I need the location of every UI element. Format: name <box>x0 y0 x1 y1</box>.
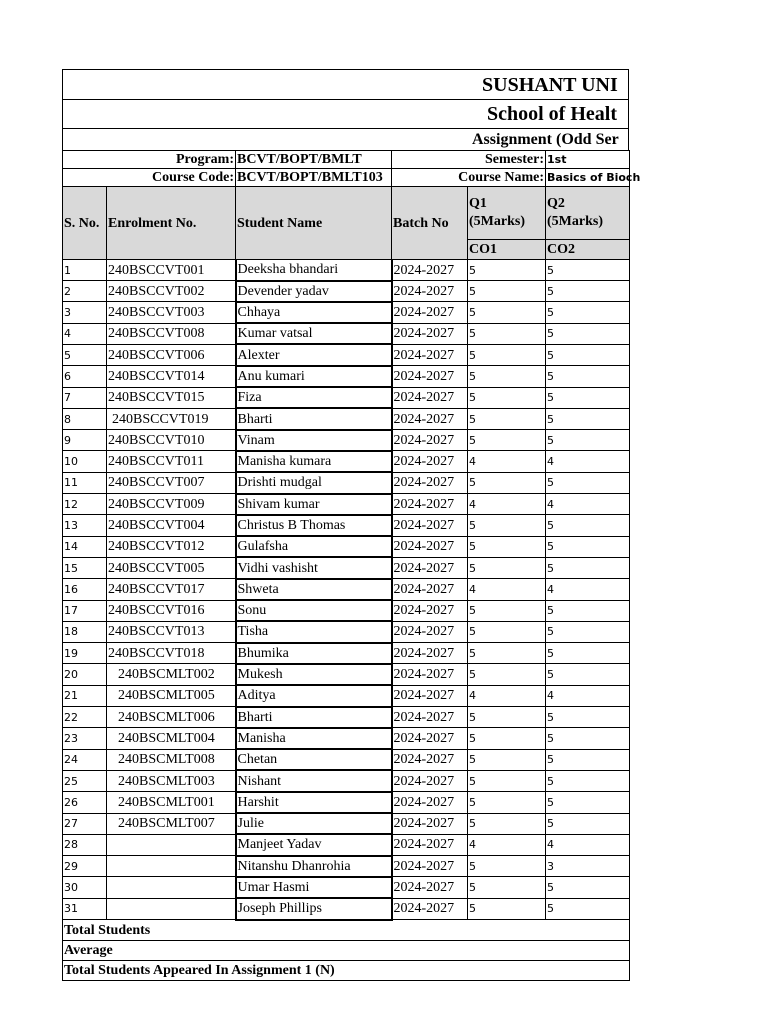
row-q1: 4 <box>468 834 546 855</box>
info-row-program <box>63 151 630 169</box>
row-q1: 5 <box>468 515 546 536</box>
row-batch: 2024-2027 <box>392 749 468 770</box>
row-student-name: Deeksha bhandari <box>236 260 392 281</box>
program-value: BCVT/BOPT/BMLT <box>236 151 392 169</box>
row-enrolment: 240BSCCVT012 <box>107 536 236 557</box>
footer-row-average <box>63 940 630 960</box>
row-batch: 2024-2027 <box>392 515 468 536</box>
row-student-name: Joseph Phillips <box>236 898 392 919</box>
table-row <box>63 260 630 281</box>
row-q1: 5 <box>468 260 546 281</box>
table-row <box>63 323 630 344</box>
row-q2: 5 <box>546 728 630 749</box>
table-row <box>63 451 630 472</box>
row-q2: 4 <box>546 834 630 855</box>
row-batch: 2024-2027 <box>392 685 468 706</box>
row-q2: 5 <box>546 707 630 728</box>
row-student-name: Shivam kumar <box>236 494 392 515</box>
table-row <box>63 600 630 621</box>
row-batch: 2024-2027 <box>392 281 468 302</box>
row-sno: 7 <box>63 387 107 408</box>
row-q2: 5 <box>546 281 630 302</box>
col-co2: CO2 <box>546 240 630 260</box>
row-q2: 4 <box>546 451 630 472</box>
row-enrolment <box>107 898 236 919</box>
table-row <box>63 387 630 408</box>
row-student-name: Vinam <box>236 430 392 451</box>
row-q1: 4 <box>468 685 546 706</box>
assignment-title: Assignment (Odd Ser <box>62 128 629 150</box>
row-student-name: Anu kumari <box>236 366 392 387</box>
semester-label: Semester: <box>392 151 546 169</box>
col-co1: CO1 <box>468 240 546 260</box>
marks-table <box>62 150 641 981</box>
row-enrolment: 240BSCCVT008 <box>107 323 236 344</box>
row-batch: 2024-2027 <box>392 451 468 472</box>
row-q2: 5 <box>546 536 630 557</box>
row-batch: 2024-2027 <box>392 898 468 919</box>
row-batch: 2024-2027 <box>392 643 468 664</box>
table-row <box>63 792 630 813</box>
table-row <box>63 515 630 536</box>
row-batch: 2024-2027 <box>392 387 468 408</box>
row-q2: 5 <box>546 749 630 770</box>
row-q2: 5 <box>546 302 630 323</box>
row-batch: 2024-2027 <box>392 472 468 493</box>
row-batch: 2024-2027 <box>392 344 468 365</box>
row-batch: 2024-2027 <box>392 557 468 578</box>
column-header-row <box>63 187 630 240</box>
row-enrolment <box>107 834 236 855</box>
table-row <box>63 728 630 749</box>
col-batch: Batch No <box>392 187 468 260</box>
row-sno: 25 <box>63 770 107 791</box>
row-sno: 13 <box>63 515 107 536</box>
row-enrolment: 240BSCCVT010 <box>107 430 236 451</box>
row-q1: 5 <box>468 344 546 365</box>
row-batch: 2024-2027 <box>392 494 468 515</box>
row-sno: 24 <box>63 749 107 770</box>
row-enrolment: 240BSCCVT018 <box>107 643 236 664</box>
row-batch: 2024-2027 <box>392 600 468 621</box>
row-q1: 5 <box>468 536 546 557</box>
table-row <box>63 494 630 515</box>
school-title: School of Healt <box>62 99 629 128</box>
col-q2-title: Q2 <box>547 196 565 211</box>
row-batch: 2024-2027 <box>392 707 468 728</box>
table-row <box>63 557 630 578</box>
row-batch: 2024-2027 <box>392 536 468 557</box>
row-q1: 5 <box>468 813 546 834</box>
row-student-name: Bharti <box>236 707 392 728</box>
row-student-name: Vidhi vashisht <box>236 557 392 578</box>
row-sno: 31 <box>63 898 107 919</box>
row-sno: 3 <box>63 302 107 323</box>
row-batch: 2024-2027 <box>392 579 468 600</box>
row-q2: 5 <box>546 408 630 429</box>
row-student-name: Umar Hasmi <box>236 877 392 898</box>
row-q1: 5 <box>468 387 546 408</box>
row-enrolment: 240BSCCVT002 <box>107 281 236 302</box>
table-row <box>63 856 630 877</box>
row-student-name: Bharti <box>236 408 392 429</box>
table-row <box>63 707 630 728</box>
row-student-name: Drishti mudgal <box>236 472 392 493</box>
row-q2: 4 <box>546 685 630 706</box>
course-code-value: BCVT/BOPT/BMLT103 <box>236 169 392 187</box>
row-sno: 15 <box>63 557 107 578</box>
row-sno: 28 <box>63 834 107 855</box>
row-student-name: Christus B Thomas <box>236 515 392 536</box>
row-enrolment <box>107 877 236 898</box>
row-sno: 18 <box>63 621 107 642</box>
table-row <box>63 685 630 706</box>
row-batch: 2024-2027 <box>392 770 468 791</box>
table-row <box>63 621 630 642</box>
row-student-name: Devender yadav <box>236 281 392 302</box>
row-batch: 2024-2027 <box>392 302 468 323</box>
row-student-name: Julie <box>236 813 392 834</box>
col-enrolment: Enrolment No. <box>107 187 236 260</box>
row-q1: 5 <box>468 728 546 749</box>
row-sno: 14 <box>63 536 107 557</box>
row-student-name: Nitanshu Dhanrohia <box>236 856 392 877</box>
appeared-label: Total Students Appeared In Assignment 1 (N) <box>63 961 630 981</box>
row-enrolment: 240BSCCVT013 <box>107 621 236 642</box>
row-q1: 5 <box>468 664 546 685</box>
col-q2-marks: (5Marks) <box>547 214 604 229</box>
row-q2: 5 <box>546 770 630 791</box>
table-row <box>63 344 630 365</box>
row-batch: 2024-2027 <box>392 366 468 387</box>
row-q1: 5 <box>468 877 546 898</box>
row-q2: 3 <box>546 856 630 877</box>
table-row <box>63 536 630 557</box>
col-q1-marks: (5Marks) <box>469 214 525 229</box>
row-batch: 2024-2027 <box>392 813 468 834</box>
row-enrolment: 240BSCCVT005 <box>107 557 236 578</box>
row-q1: 5 <box>468 792 546 813</box>
row-sno: 6 <box>63 366 107 387</box>
col-q1-title: Q1 <box>469 196 487 211</box>
row-enrolment: 240BSCCVT009 <box>107 494 236 515</box>
row-sno: 23 <box>63 728 107 749</box>
row-student-name: Chetan <box>236 749 392 770</box>
table-row <box>63 770 630 791</box>
row-student-name: Fiza <box>236 387 392 408</box>
table-row <box>63 408 630 429</box>
row-sno: 27 <box>63 813 107 834</box>
row-q1: 5 <box>468 472 546 493</box>
row-q1: 5 <box>468 749 546 770</box>
table-row <box>63 813 630 834</box>
row-student-name: Manisha <box>236 728 392 749</box>
row-batch: 2024-2027 <box>392 260 468 281</box>
row-q1: 5 <box>468 643 546 664</box>
row-student-name: Mukesh <box>236 664 392 685</box>
row-student-name: Gulafsha <box>236 536 392 557</box>
row-q1: 5 <box>468 302 546 323</box>
row-enrolment: 240BSCMLT007 <box>107 813 236 834</box>
row-q1: 5 <box>468 366 546 387</box>
row-enrolment: 240BSCMLT006 <box>107 707 236 728</box>
row-student-name: Alexter <box>236 344 392 365</box>
semester-value: 1st <box>546 151 630 169</box>
info-row-course <box>63 169 630 187</box>
row-sno: 21 <box>63 685 107 706</box>
row-enrolment: 240BSCMLT004 <box>107 728 236 749</box>
row-enrolment: 240BSCCVT001 <box>107 260 236 281</box>
table-row <box>63 834 630 855</box>
row-sno: 26 <box>63 792 107 813</box>
row-enrolment: 240BSCCVT003 <box>107 302 236 323</box>
row-sno: 1 <box>63 260 107 281</box>
row-sno: 22 <box>63 707 107 728</box>
row-q2: 5 <box>546 621 630 642</box>
row-q2: 5 <box>546 813 630 834</box>
row-batch: 2024-2027 <box>392 621 468 642</box>
table-row <box>63 664 630 685</box>
total-students-label: Total Students <box>63 920 630 941</box>
row-q1: 5 <box>468 600 546 621</box>
row-enrolment <box>107 856 236 877</box>
footer-row-appeared <box>63 961 630 981</box>
row-enrolment: 240BSCCVT004 <box>107 515 236 536</box>
row-student-name: Kumar vatsal <box>236 323 392 344</box>
average-label: Average <box>63 940 630 960</box>
row-enrolment: 240BSCCVT017 <box>107 579 236 600</box>
row-enrolment: 240BSCCVT016 <box>107 600 236 621</box>
row-q2: 5 <box>546 664 630 685</box>
row-student-name: Chhaya <box>236 302 392 323</box>
row-q1: 5 <box>468 707 546 728</box>
row-q1: 5 <box>468 557 546 578</box>
row-enrolment: 240BSCMLT005 <box>107 685 236 706</box>
row-q2: 5 <box>546 430 630 451</box>
row-student-name: Nishant <box>236 770 392 791</box>
col-sno: S. No. <box>63 187 107 260</box>
row-q1: 5 <box>468 770 546 791</box>
row-q1: 4 <box>468 494 546 515</box>
row-batch: 2024-2027 <box>392 430 468 451</box>
row-batch: 2024-2027 <box>392 664 468 685</box>
row-q1: 5 <box>468 856 546 877</box>
university-title: SUSHANT UNI <box>62 69 629 99</box>
row-batch: 2024-2027 <box>392 323 468 344</box>
row-enrolment: 240BSCMLT008 <box>107 749 236 770</box>
row-batch: 2024-2027 <box>392 792 468 813</box>
row-q1: 5 <box>468 281 546 302</box>
row-sno: 29 <box>63 856 107 877</box>
row-sno: 30 <box>63 877 107 898</box>
row-enrolment: 240BSCCVT006 <box>107 344 236 365</box>
row-q2: 5 <box>546 877 630 898</box>
row-sno: 20 <box>63 664 107 685</box>
col-student-name: Student Name <box>236 187 392 260</box>
program-label: Program: <box>63 151 236 169</box>
row-sno: 5 <box>63 344 107 365</box>
col-q2 <box>546 187 630 240</box>
row-student-name: Sonu <box>236 600 392 621</box>
row-q2: 5 <box>546 323 630 344</box>
row-sno: 16 <box>63 579 107 600</box>
row-batch: 2024-2027 <box>392 877 468 898</box>
assignment-sheet <box>62 69 641 981</box>
row-batch: 2024-2027 <box>392 728 468 749</box>
row-batch: 2024-2027 <box>392 856 468 877</box>
row-enrolment: 240BSCCVT014 <box>107 366 236 387</box>
row-q1: 5 <box>468 430 546 451</box>
row-sno: 10 <box>63 451 107 472</box>
row-q2: 5 <box>546 387 630 408</box>
row-batch: 2024-2027 <box>392 408 468 429</box>
row-q1: 5 <box>468 621 546 642</box>
table-row <box>63 898 630 919</box>
row-q2: 5 <box>546 792 630 813</box>
row-q2: 4 <box>546 494 630 515</box>
row-sno: 11 <box>63 472 107 493</box>
row-sno: 12 <box>63 494 107 515</box>
row-student-name: Bhumika <box>236 643 392 664</box>
row-q2: 5 <box>546 898 630 919</box>
row-q2: 5 <box>546 557 630 578</box>
row-q2: 5 <box>546 600 630 621</box>
table-row <box>63 430 630 451</box>
row-q2: 4 <box>546 579 630 600</box>
row-batch: 2024-2027 <box>392 834 468 855</box>
row-enrolment: 240BSCCVT015 <box>107 387 236 408</box>
row-sno: 19 <box>63 643 107 664</box>
table-row <box>63 749 630 770</box>
row-q1: 5 <box>468 323 546 344</box>
course-name-value: Basics of Bioch <box>546 169 630 187</box>
row-q2: 5 <box>546 366 630 387</box>
table-row <box>63 579 630 600</box>
footer-row-total <box>63 920 630 941</box>
row-q2: 5 <box>546 472 630 493</box>
table-row <box>63 643 630 664</box>
row-sno: 2 <box>63 281 107 302</box>
table-row <box>63 877 630 898</box>
row-q1: 5 <box>468 898 546 919</box>
row-sno: 4 <box>63 323 107 344</box>
row-student-name: Harshit <box>236 792 392 813</box>
row-enrolment: 240BSCCVT019 <box>107 408 236 429</box>
row-student-name: Aditya <box>236 685 392 706</box>
table-row <box>63 366 630 387</box>
row-sno: 8 <box>63 408 107 429</box>
row-enrolment: 240BSCCVT011 <box>107 451 236 472</box>
course-code-label: Course Code: <box>63 169 236 187</box>
row-q1: 4 <box>468 579 546 600</box>
table-row <box>63 281 630 302</box>
row-student-name: Manisha kumara <box>236 451 392 472</box>
row-q2: 5 <box>546 260 630 281</box>
row-enrolment: 240BSCMLT001 <box>107 792 236 813</box>
row-enrolment: 240BSCMLT003 <box>107 770 236 791</box>
table-row <box>63 472 630 493</box>
row-sno: 9 <box>63 430 107 451</box>
course-name-label: Course Name: <box>392 169 546 187</box>
row-q1: 5 <box>468 408 546 429</box>
row-enrolment: 240BSCMLT002 <box>107 664 236 685</box>
row-q1: 4 <box>468 451 546 472</box>
row-student-name: Tisha <box>236 621 392 642</box>
row-q2: 5 <box>546 515 630 536</box>
row-enrolment: 240BSCCVT007 <box>107 472 236 493</box>
row-student-name: Shweta <box>236 579 392 600</box>
row-q2: 5 <box>546 643 630 664</box>
row-sno: 17 <box>63 600 107 621</box>
row-q2: 5 <box>546 344 630 365</box>
col-q1 <box>468 187 546 240</box>
table-row <box>63 302 630 323</box>
row-student-name: Manjeet Yadav <box>236 834 392 855</box>
